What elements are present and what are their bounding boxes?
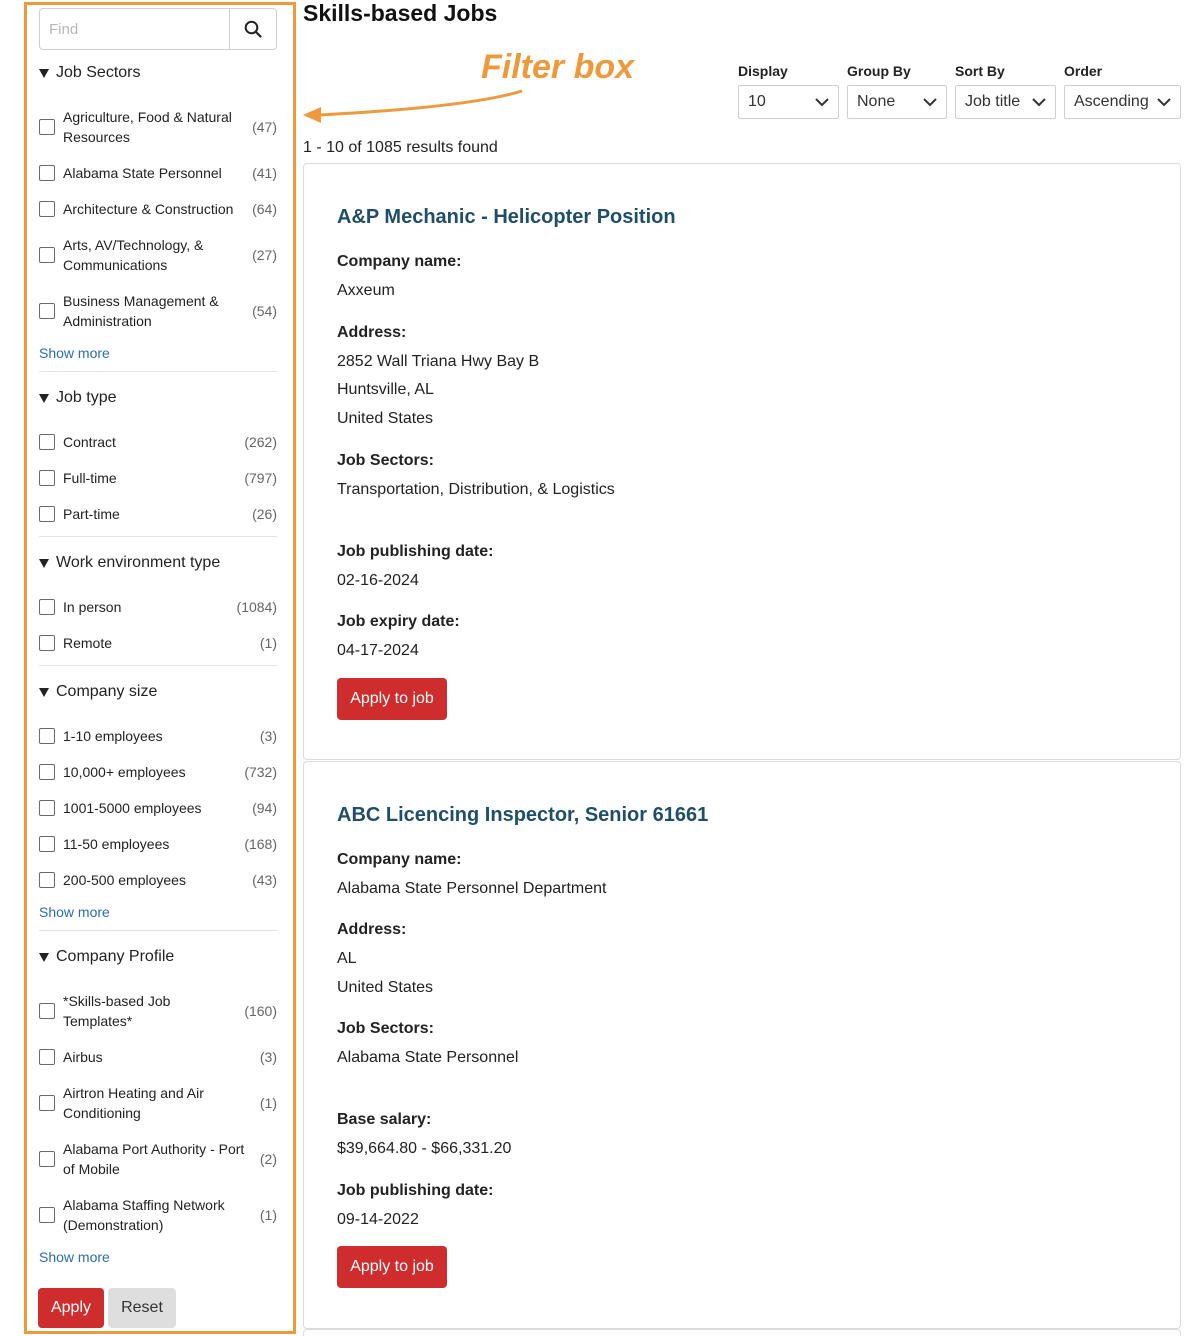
results-count: 1 - 10 of 1085 results found (303, 139, 498, 156)
caret-down-icon (39, 394, 49, 403)
sort-by-control (955, 63, 1056, 119)
filter-option[interactable] (39, 1139, 277, 1179)
sort-by-label: Sort By (955, 63, 1005, 79)
checkbox[interactable] (39, 165, 55, 181)
filter-section-toggle[interactable] (39, 553, 277, 573)
job-card (303, 1329, 1181, 1336)
filter-option-count: (797) (244, 470, 277, 486)
checkbox[interactable] (39, 728, 55, 744)
section-divider (39, 665, 277, 666)
filter-option[interactable] (39, 762, 277, 782)
filter-option-label: Airtron Heating and Air Conditioning (63, 1085, 204, 1121)
filter-option-label: Agriculture, Food & Natural Resources (63, 109, 232, 145)
group-by-label: Group By (847, 63, 911, 79)
filter-section-job-sectors (39, 63, 277, 361)
filter-option-count: (47) (252, 119, 277, 135)
filter-section-job-type (39, 388, 277, 522)
order-label: Order (1064, 63, 1103, 79)
checkbox[interactable] (39, 247, 55, 263)
filter-option-label: 200-500 employees (63, 872, 186, 888)
filter-option-count: (26) (252, 506, 277, 522)
checkbox[interactable] (39, 1207, 55, 1223)
annotation-label: Filter box (481, 48, 635, 86)
filter-sidebar (24, 2, 296, 1334)
filter-option[interactable] (39, 235, 277, 275)
caret-down-icon (39, 559, 49, 568)
filter-section-title: Job Sectors (56, 64, 141, 81)
checkbox[interactable] (39, 1095, 55, 1111)
filter-option-label: 10,000+ employees (63, 764, 186, 780)
section-divider (39, 930, 277, 931)
filter-option-count: (1084) (236, 599, 277, 615)
display-select[interactable] (738, 85, 839, 119)
apply-filters-button[interactable]: Apply (38, 1288, 104, 1328)
expiry-date-label: Job expiry date: (337, 613, 460, 630)
company-name-value: Alabama State Personnel Department (337, 880, 607, 897)
filter-option-count: (3) (259, 728, 277, 744)
checkbox[interactable] (39, 119, 55, 135)
filter-option[interactable] (39, 1047, 277, 1067)
filter-option-count: (43) (252, 872, 277, 888)
order-select[interactable] (1064, 85, 1181, 119)
filter-option[interactable] (39, 468, 277, 488)
filter-option-count: (3) (259, 1049, 277, 1065)
filter-option-label: Remote (63, 635, 113, 651)
checkbox[interactable] (39, 201, 55, 217)
address-label: Address: (337, 324, 407, 341)
job-sectors-value: Alabama State Personnel (337, 1049, 519, 1066)
checkbox[interactable] (39, 506, 55, 522)
checkbox[interactable] (39, 635, 55, 651)
filter-option-label: Alabama State Personnel (63, 165, 222, 181)
address-line: Huntsville, AL (337, 381, 434, 398)
display-label: Display (738, 63, 788, 79)
company-name-label: Company name: (337, 851, 462, 868)
order-value: Ascending (1074, 93, 1149, 110)
sort-by-select[interactable] (955, 85, 1056, 119)
filter-section-company-profile (39, 947, 277, 1265)
checkbox[interactable] (39, 470, 55, 486)
filter-option[interactable] (39, 991, 277, 1031)
filter-option[interactable] (39, 597, 277, 617)
filter-section-title: Work environment type (56, 554, 221, 571)
job-sectors-label: Job Sectors: (337, 1020, 434, 1037)
filter-option-count: (1) (259, 1095, 277, 1111)
job-card (303, 761, 1181, 1329)
group-by-value: None (857, 93, 896, 110)
filter-option[interactable] (39, 163, 277, 183)
caret-down-icon (39, 953, 49, 962)
filter-option-label: Arts, AV/Technology, & Communications (63, 237, 204, 273)
filter-option-count: (64) (252, 201, 277, 217)
filter-section-work-environment (39, 553, 277, 651)
publishing-date-label: Job publishing date: (337, 1182, 494, 1199)
checkbox[interactable] (39, 434, 55, 450)
base-salary-label: Base salary: (337, 1111, 432, 1128)
section-divider (39, 371, 277, 372)
group-by-select[interactable] (847, 85, 947, 119)
publishing-date-value: 02-16-2024 (337, 572, 419, 589)
checkbox[interactable] (39, 599, 55, 615)
publishing-date-value: 09-14-2022 (337, 1211, 419, 1228)
filter-section-toggle[interactable] (39, 388, 277, 408)
filter-option-count: (1) (259, 635, 277, 651)
company-name-label: Company name: (337, 253, 462, 270)
address-line: United States (337, 979, 434, 996)
filter-option[interactable] (39, 834, 277, 854)
job-sectors-label: Job Sectors: (337, 452, 434, 469)
filter-section-title: Company size (56, 683, 158, 700)
filter-section-title: Company Profile (56, 948, 175, 965)
display-control (738, 63, 839, 119)
filter-option-count: (1) (259, 1207, 277, 1223)
filter-option[interactable] (39, 633, 277, 653)
filter-option-label: 1001-5000 employees (63, 800, 202, 816)
job-card (303, 163, 1181, 760)
display-value: 10 (748, 93, 766, 110)
filter-option-label: Full-time (63, 470, 117, 486)
reset-filters-button[interactable]: Reset (108, 1288, 176, 1328)
filter-option-count: (54) (252, 303, 277, 319)
filter-option[interactable] (39, 199, 277, 219)
filter-option-count: (168) (244, 836, 277, 852)
apply-to-job-button[interactable]: Apply to job (337, 1246, 447, 1288)
filter-option-label: 1-10 employees (63, 728, 163, 744)
filter-option-label: In person (63, 599, 122, 615)
filter-option[interactable] (39, 726, 277, 746)
group-by-control (847, 63, 947, 119)
filter-option[interactable] (39, 432, 277, 452)
job-sectors-value: Transportation, Distribution, & Logistics (337, 481, 615, 498)
filter-option-label: Part-time (63, 506, 120, 522)
show-more-link[interactable]: Show more (39, 1249, 110, 1265)
address-line: 2852 Wall Triana Hwy Bay B (337, 353, 540, 370)
filter-option-label: Contract (63, 434, 116, 450)
caret-down-icon (39, 69, 49, 78)
search-button[interactable] (229, 9, 276, 49)
filter-option-label: Airbus (63, 1049, 103, 1065)
show-more-link[interactable]: Show more (39, 904, 110, 920)
filter-option-count: (160) (244, 1003, 277, 1019)
filter-option-label: Architecture & Construction (63, 201, 234, 217)
filter-option[interactable] (39, 870, 277, 890)
checkbox[interactable] (39, 1049, 55, 1065)
chevron-down-icon (1032, 98, 1046, 107)
address-line: AL (337, 950, 357, 967)
filter-section-company-size (39, 682, 277, 920)
company-name-value: Axxeum (337, 282, 395, 299)
filter-option-label: 11-50 employees (63, 836, 170, 852)
filter-option-label: Alabama Port Authority - Port of Mobile (63, 1141, 245, 1177)
filter-section-toggle[interactable] (39, 63, 277, 83)
filter-option-label: Alabama Staffing Network (Demonstration) (63, 1197, 225, 1233)
search-box (39, 8, 277, 50)
filter-option[interactable] (39, 1195, 277, 1235)
filter-option-count: (27) (252, 247, 277, 263)
page-title: Skills-based Jobs (303, 0, 498, 26)
filter-option-count: (732) (244, 764, 277, 780)
show-more-link[interactable]: Show more (39, 345, 110, 361)
checkbox[interactable] (39, 1003, 55, 1019)
filter-option-count: (2) (259, 1151, 277, 1167)
filter-option-label: *Skills-based Job Templates* (63, 993, 171, 1029)
filter-option-count: (262) (244, 434, 277, 450)
base-salary-value: $39,664.80 - $66,331.20 (337, 1140, 512, 1157)
search-input[interactable] (40, 9, 229, 49)
filter-section-toggle[interactable] (39, 682, 277, 702)
checkbox[interactable] (39, 800, 55, 816)
expiry-date-value: 04-17-2024 (337, 642, 419, 659)
filter-option[interactable] (39, 798, 277, 818)
caret-down-icon (39, 688, 49, 697)
publishing-date-label: Job publishing date: (337, 543, 494, 560)
address-label: Address: (337, 921, 407, 938)
filter-option-count: (41) (252, 165, 277, 181)
filter-option-count: (94) (252, 800, 277, 816)
filter-option[interactable] (39, 107, 277, 147)
filter-section-toggle[interactable] (39, 947, 277, 967)
filter-option[interactable] (39, 1083, 277, 1123)
order-control (1064, 63, 1181, 119)
job-title-link[interactable]: A&P Mechanic - Helicopter Position (337, 206, 676, 228)
filter-option[interactable] (39, 291, 277, 331)
filter-option-label: Business Management & Administration (63, 293, 219, 329)
checkbox[interactable] (39, 872, 55, 888)
apply-to-job-button[interactable]: Apply to job (337, 678, 447, 720)
filter-option[interactable] (39, 504, 277, 524)
address-line: United States (337, 410, 434, 427)
checkbox[interactable] (39, 836, 55, 852)
annotation-arrow-icon (300, 85, 530, 130)
sort-by-value: Job title (965, 93, 1021, 110)
checkbox[interactable] (39, 1151, 55, 1167)
chevron-down-icon (815, 98, 829, 107)
section-divider (39, 536, 277, 537)
chevron-down-icon (1157, 98, 1171, 107)
checkbox[interactable] (39, 303, 55, 319)
filter-section-title: Job type (56, 389, 117, 406)
checkbox[interactable] (39, 764, 55, 780)
search-icon (244, 20, 262, 38)
chevron-down-icon (923, 98, 937, 107)
job-title-link[interactable]: ABC Licencing Inspector, Senior 61661 (337, 804, 709, 826)
